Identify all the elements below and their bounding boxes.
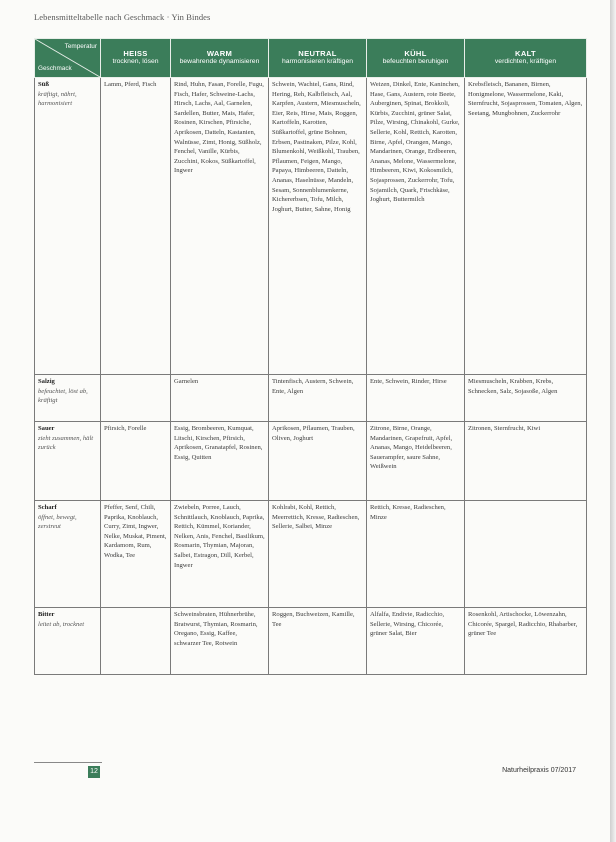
table-cell xyxy=(101,375,171,422)
table-row-bitter xyxy=(35,608,587,675)
row-subtitle: leitet ab, trocknet xyxy=(38,620,85,628)
table-header-row xyxy=(35,39,587,78)
table-cell: Aprikosen, Pflaumen, Trauben, Oliven, Joghurt xyxy=(269,422,367,501)
row-subtitle: befeuchtet, löst ab, kräftigt xyxy=(38,387,88,405)
table-cell: Miesmuscheln, Krabben, Krebs, Schnecken, Salz, Sojasoße, Algen xyxy=(465,375,587,422)
temperature-axis-label: Temperatur xyxy=(64,43,97,50)
table-cell xyxy=(101,608,171,675)
table-cell: Pfeffer, Senf, Chili, Paprika, Knoblauch, Curry, Zimt, Ingwer, Nelke, Muskat, Piment, Kardamom, Rum, Wodka, Tee xyxy=(101,501,171,608)
table-cell: Pfirsich, Forelle xyxy=(101,422,171,501)
column-subtitle: bewahrende dynamisieren xyxy=(179,58,260,65)
row-title: Scharf xyxy=(38,504,57,511)
table-cell: Alfalfa, Endivie, Radicchio, Sellerie, Wirsing, Chicorée, grüner Salat, Bier xyxy=(367,608,465,675)
row-title: Süß xyxy=(38,81,50,88)
table-cell xyxy=(465,501,587,608)
row-subtitle: zieht zusammen, hält zurück xyxy=(38,434,94,452)
table-cell: Ente, Schwein, Rinder, Hirse xyxy=(367,375,465,422)
table-cell: Rind, Huhn, Fasan, Forelle, Fugu, Fisch, Hafer, Schweine-Lachs, Hirsch, Lachs, Aal, Garnelen, Sardellen, Butter, Mais, Hafer, Rosinen, Kirschen, Pfirsiche, Aprikosen, Datteln, Kastanien, Walnüsse, Zimt, Honig, Süßholz, Fenchel, Vanille, Kürbis, Zucchini, Kokos, Süßkartoffel, Ingwer xyxy=(171,78,269,375)
row-header xyxy=(35,375,101,422)
table-cell: Schwein, Wachtel, Gans, Rind, Hering, Reh, Kalbfleisch, Aal, Karpfen, Austern, Miesmuscheln, Eier, Reis, Hirse, Mais, Roggen, Kartoffeln, Karotten, Süßkartoffel, grüne Bohnen, Erbsen, Pastinaken, Pilze, Kohl, Blumenkohl, Weißkohl, Trauben, Pflaumen, Feigen, Mango, Papaya, Himbeeren, Datteln, Ananas, Haselnüsse, Mandeln, Sesam, Sonnenblumenkerne, Kichererbsen, Tofu, Milch, Joghurt, Butter, Sahne, Honig xyxy=(269,78,367,375)
row-header xyxy=(35,608,101,675)
table-cell: Zitrone, Birne, Orange, Mandarinen, Grapefruit, Apfel, Ananas, Mango, Heidelbeeren, Sauerampfer, saure Sahne, Weißwein xyxy=(367,422,465,501)
corner-cell xyxy=(35,39,101,78)
column-header-kalt xyxy=(465,39,587,78)
publication-footer: Naturheilpraxis 07/2017 xyxy=(502,767,576,774)
row-subtitle: öffnet, bewegt, zerstreut xyxy=(38,513,77,531)
table-cell: Garnelen xyxy=(171,375,269,422)
column-title: KÜHL xyxy=(404,49,427,58)
table-row-scharf xyxy=(35,501,587,608)
column-header-warm xyxy=(171,39,269,78)
column-subtitle: verdichten, kräftigen xyxy=(494,58,557,65)
table-cell: Krebsfleisch, Bananen, Birnen, Honigmelone, Wassermelone, Kaki, Sternfrucht, Sojasprossen, Tomaten, Algen, Seetang, Mungbohnen, Zuckerrohr xyxy=(465,78,587,375)
row-title: Bitter xyxy=(38,611,55,618)
table-cell: Essig, Brombeeren, Kumquat, Litschi, Kirschen, Pfirsich, Aprikosen, Granatapfel, Rosinen, Essig, Quitten xyxy=(171,422,269,501)
table-cell: Rosenkohl, Artischocke, Löwenzahn, Chicorée, Spargel, Radicchio, Rhabarber, grüner Tee xyxy=(465,608,587,675)
table-cell: Tintenfisch, Austern, Schwein, Ente, Algen xyxy=(269,375,367,422)
row-title: Salzig xyxy=(38,378,55,385)
column-subtitle: harmonisieren kräftigen xyxy=(281,58,354,65)
table-row-suess xyxy=(35,78,587,375)
table-row-sauer xyxy=(35,422,587,501)
column-title: HEISS xyxy=(123,49,148,58)
table-cell: Lamm, Pferd, Fisch xyxy=(101,78,171,375)
row-header xyxy=(35,422,101,501)
column-title: NEUTRAL xyxy=(298,49,337,58)
scan-edge xyxy=(610,0,616,842)
row-subtitle: kräftigt, nährt, harmonisiert xyxy=(38,90,77,108)
row-header xyxy=(35,78,101,375)
table-cell: Kohlrabi, Kohl, Rettich, Meerrettich, Kresse, Radieschen, Sellerie, Salbei, Minze xyxy=(269,501,367,608)
table-cell: Roggen, Buchweizen, Kamille, Tee xyxy=(269,608,367,675)
column-title: KALT xyxy=(515,49,536,58)
table-row-salzig xyxy=(35,375,587,422)
column-header-heiss xyxy=(101,39,171,78)
row-header xyxy=(35,501,101,608)
column-subtitle: befeuchten beruhigen xyxy=(382,58,449,65)
page-number: 12 xyxy=(88,766,100,778)
table-cell: Weizen, Dinkel, Ente, Kaninchen, Hase, Gans, Austern, rote Beete, Auberginen, Spinat, Brokkoli, Kürbis, Zucchini, grüner Salat, Pilze, Wirsing, Chinakohl, Gurke, Sellerie, Kohl, Rettich, Karotten, Birne, Apfel, Orangen, Mango, Mandarinen, Orange, Erdbeeren, Ananas, Melone, Wassermelone, Himbeeren, Kiwi, Kokosmilch, Sojasprossen, Zuckerrohr, Tofu, Sojamilch, Quark, Frischkäse, Joghurt, Buttermilch xyxy=(367,78,465,375)
column-header-kuehl xyxy=(367,39,465,78)
taste-axis-label: Geschmack xyxy=(38,65,72,72)
column-title: WARM xyxy=(206,49,233,58)
row-title: Sauer xyxy=(38,425,55,432)
table-cell: Rettich, Kresse, Radieschen, Minze xyxy=(367,501,465,608)
column-subtitle: trocknen, lösen xyxy=(112,58,159,65)
table-cell: Schweinsbraten, Hühnerbrühe, Bratwurst, Thymian, Rosmarin, Oregano, Essig, Kaffee, schwarzer Tee, Rotwein xyxy=(171,608,269,675)
column-header-neutral xyxy=(269,39,367,78)
table-cell: Zitronen, Sternfrucht, Kiwi xyxy=(465,422,587,501)
food-temperature-table xyxy=(34,38,587,675)
document-header: Lebensmitteltabelle nach Geschmack · Yin Bindes xyxy=(34,12,211,22)
table-cell: Zwiebeln, Porree, Lauch, Schnittlauch, Knoblauch, Paprika, Rettich, Kümmel, Koriander, Nelken, Anis, Fenchel, Basilikum, Rosmarin, Thymian, Majoran, Salbei, Estragon, Dill, Kerbel, Ingwer xyxy=(171,501,269,608)
